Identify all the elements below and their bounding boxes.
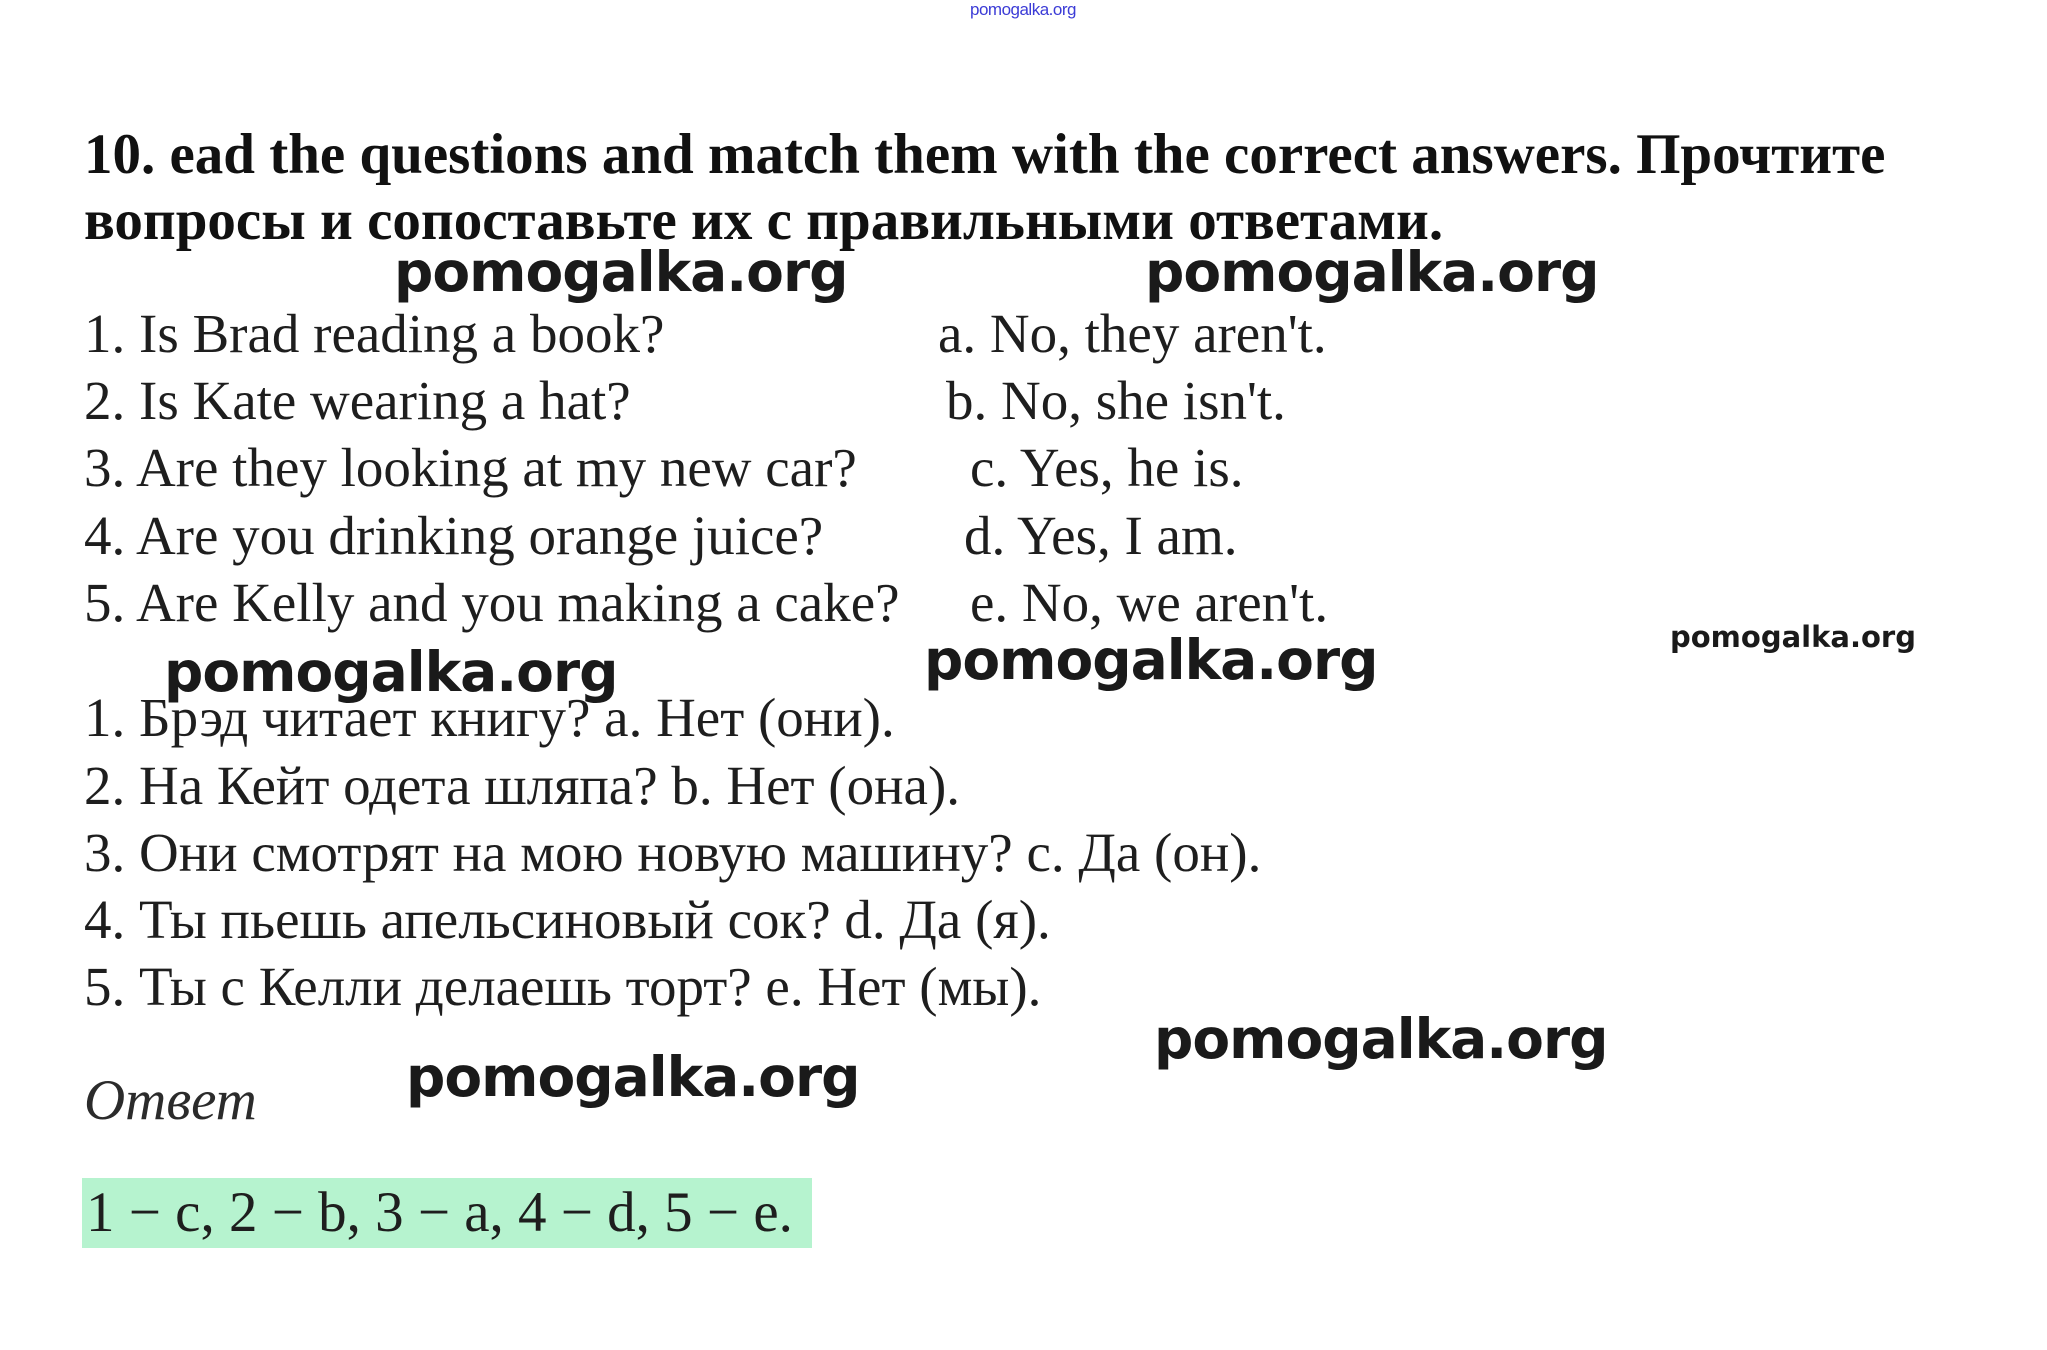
answer-b: b. No, she isn't.	[946, 370, 1286, 431]
watermark: pomogalka.org	[164, 640, 618, 704]
question-5: 5. Are Kelly and you making a cake?	[84, 572, 900, 633]
answer-label: Ответ	[84, 1069, 257, 1132]
answer-a: a. No, they aren't.	[938, 303, 1327, 364]
watermark: pomogalka.org	[406, 1045, 860, 1109]
question-4: 4. Are you drinking orange juice?	[84, 505, 824, 566]
watermark: pomogalka.org	[1145, 240, 1599, 304]
answer-d: d. Yes, I am.	[964, 505, 1238, 566]
watermark: pomogalka.org	[394, 240, 848, 304]
question-2: 2. Is Kate wearing a hat?	[84, 370, 631, 431]
top-watermark: pomogalka.org	[970, 0, 1076, 19]
translation-5: 5. Ты с Келли делаешь торт? e. Нет (мы).	[84, 956, 1042, 1017]
translation-1: 1. Брэд читает книгу? a. Нет (они).	[84, 687, 895, 748]
watermark-small: pomogalka.org	[1670, 620, 1916, 654]
answer-key: 1 − c, 2 − b, 3 − a, 4 − d, 5 − e.	[86, 1181, 793, 1244]
task-heading: 10. ead the questions and match them with the correct answers. Прочтите вопросы и сопоставьте их с правильными ответами.	[84, 123, 1886, 252]
question-3: 3. Are they looking at my new car?	[84, 437, 857, 498]
answer-c: c. Yes, he is.	[970, 437, 1244, 498]
answer-e: e. No, we aren't.	[970, 572, 1329, 633]
translation-3: 3. Они смотрят на мою новую машину? c. Да (он).	[84, 822, 1262, 883]
translation-4: 4. Ты пьешь апельсиновый сок? d. Да (я).	[84, 889, 1051, 950]
watermark: pomogalka.org	[924, 628, 1378, 692]
question-1: 1. Is Brad reading a book?	[84, 303, 665, 364]
translation-2: 2. На Кейт одета шляпа? b. Нет (она).	[84, 755, 961, 816]
watermark: pomogalka.org	[1154, 1007, 1608, 1071]
